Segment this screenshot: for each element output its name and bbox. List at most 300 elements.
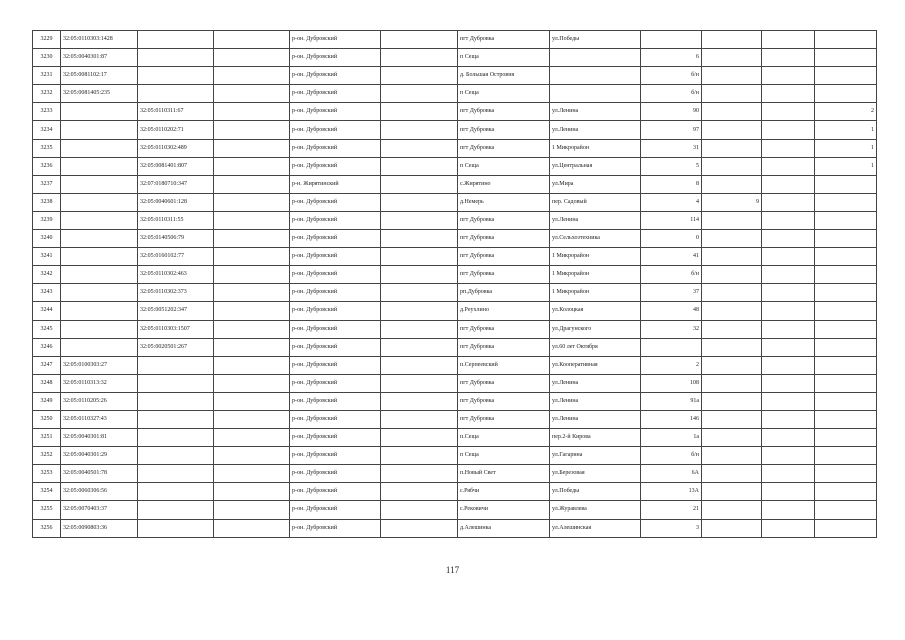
extra-cell-h — [762, 302, 815, 320]
cadastral-number-b: 32:05:0040601:128 — [138, 193, 214, 211]
empty-cell — [214, 49, 290, 67]
row-number: 3232 — [33, 85, 61, 103]
row-number: 3233 — [33, 103, 61, 121]
street-cell — [550, 67, 641, 85]
extra-cell-i — [815, 501, 877, 519]
extra-cell-i: 1 — [815, 139, 877, 157]
extra-cell-h — [762, 501, 815, 519]
extra-cell-h — [762, 410, 815, 428]
empty-cell — [381, 519, 458, 537]
house-cell: 41 — [641, 248, 702, 266]
empty-cell — [214, 85, 290, 103]
table-row — [33, 483, 877, 501]
extra-cell-h — [762, 49, 815, 67]
settlement-cell: пгт Дубровка — [458, 121, 550, 139]
settlement-cell: пгт Дубровка — [458, 374, 550, 392]
empty-cell — [381, 483, 458, 501]
empty-cell — [214, 356, 290, 374]
extra-cell-i — [815, 320, 877, 338]
settlement-cell: с.Рябчи — [458, 483, 550, 501]
district-cell: р-он. Дубровский — [290, 67, 381, 85]
empty-cell — [214, 193, 290, 211]
cadastral-number-a — [61, 157, 138, 175]
house-cell — [641, 338, 702, 356]
extra-cell-i — [815, 429, 877, 447]
registry-body — [33, 31, 877, 538]
cadastral-number-a — [61, 248, 138, 266]
empty-cell — [381, 302, 458, 320]
cadastral-number-a — [61, 193, 138, 211]
house-cell: 31 — [641, 139, 702, 157]
table-row — [33, 211, 877, 229]
district-cell: р-он. Дубровский — [290, 230, 381, 248]
cadastral-number-b: 32:05:0020501:267 — [138, 338, 214, 356]
table-row — [33, 175, 877, 193]
street-cell: 1 Микрорайон — [550, 284, 641, 302]
cadastral-number-a — [61, 338, 138, 356]
page-number: 117 — [445, 565, 460, 575]
row-number: 3247 — [33, 356, 61, 374]
table-row — [33, 374, 877, 392]
extra-cell-g — [702, 121, 762, 139]
settlement-cell: с.Жирятино — [458, 175, 550, 193]
extra-cell-g — [702, 410, 762, 428]
district-cell: р-он. Дубровский — [290, 193, 381, 211]
settlement-cell: пгт Дубровка — [458, 31, 550, 49]
extra-cell-g — [702, 320, 762, 338]
district-cell: р-он. Дубровский — [290, 356, 381, 374]
settlement-cell: п.Новый Свет — [458, 465, 550, 483]
extra-cell-i — [815, 465, 877, 483]
empty-cell — [214, 465, 290, 483]
street-cell: ул.Ленина — [550, 392, 641, 410]
table-row — [33, 465, 877, 483]
extra-cell-g — [702, 519, 762, 537]
empty-cell — [381, 465, 458, 483]
street-cell: пер. Садовый — [550, 193, 641, 211]
empty-cell — [214, 157, 290, 175]
empty-cell — [214, 302, 290, 320]
house-cell: 146 — [641, 410, 702, 428]
settlement-cell: д.Немерь — [458, 193, 550, 211]
house-cell: 4 — [641, 193, 702, 211]
row-number: 3255 — [33, 501, 61, 519]
extra-cell-h — [762, 266, 815, 284]
settlement-cell: д.Алешинка — [458, 519, 550, 537]
row-number: 3249 — [33, 392, 61, 410]
district-cell: р-он. Дубровский — [290, 483, 381, 501]
street-cell: ул.Ленина — [550, 410, 641, 428]
settlement-cell: пгт Дубровка — [458, 338, 550, 356]
settlement-cell: пгт Дубровка — [458, 248, 550, 266]
table-row — [33, 85, 877, 103]
extra-cell-i — [815, 483, 877, 501]
street-cell: ул.Мира — [550, 175, 641, 193]
house-cell: б/н — [641, 67, 702, 85]
extra-cell-i — [815, 284, 877, 302]
cadastral-number-b — [138, 392, 214, 410]
settlement-cell: д. Большая Островня — [458, 67, 550, 85]
empty-cell — [381, 67, 458, 85]
extra-cell-g — [702, 85, 762, 103]
extra-cell-g — [702, 338, 762, 356]
extra-cell-h — [762, 338, 815, 356]
settlement-cell: п Сеща — [458, 49, 550, 67]
cadastral-number-b: 32:05:0110302:373 — [138, 284, 214, 302]
extra-cell-i — [815, 230, 877, 248]
settlement-cell: с.Рековичи — [458, 501, 550, 519]
house-cell: б/н — [641, 85, 702, 103]
street-cell: 1 Микрорайон — [550, 266, 641, 284]
extra-cell-g — [702, 302, 762, 320]
settlement-cell: пгт Дубровка — [458, 139, 550, 157]
extra-cell-h — [762, 103, 815, 121]
extra-cell-i — [815, 356, 877, 374]
cadastral-number-a: 32:05:0110327:43 — [61, 410, 138, 428]
extra-cell-i — [815, 49, 877, 67]
extra-cell-i — [815, 392, 877, 410]
row-number: 3230 — [33, 49, 61, 67]
table-row — [33, 157, 877, 175]
district-cell: р-он. Дубровский — [290, 338, 381, 356]
cadastral-number-a: 32:05:0110205:26 — [61, 392, 138, 410]
empty-cell — [381, 429, 458, 447]
extra-cell-i — [815, 266, 877, 284]
table-row — [33, 248, 877, 266]
table-row — [33, 266, 877, 284]
extra-cell-h — [762, 157, 815, 175]
house-cell: 90 — [641, 103, 702, 121]
extra-cell-h — [762, 429, 815, 447]
empty-cell — [381, 320, 458, 338]
cadastral-number-b: 32:07:0180710:347 — [138, 175, 214, 193]
district-cell: р-он. Дубровский — [290, 31, 381, 49]
empty-cell — [214, 392, 290, 410]
extra-cell-i — [815, 374, 877, 392]
settlement-cell: пгт Дубровка — [458, 320, 550, 338]
extra-cell-h — [762, 139, 815, 157]
empty-cell — [381, 175, 458, 193]
cadastral-number-b — [138, 67, 214, 85]
cadastral-number-b — [138, 31, 214, 49]
street-cell: ул.Кооперативная — [550, 356, 641, 374]
district-cell: р-он. Дубровский — [290, 320, 381, 338]
cadastral-number-b — [138, 483, 214, 501]
table-row — [33, 230, 877, 248]
cadastral-number-b: 32:05:0051202:347 — [138, 302, 214, 320]
street-cell: ул.60 лет Октября — [550, 338, 641, 356]
extra-cell-h — [762, 85, 815, 103]
empty-cell — [214, 103, 290, 121]
district-cell: р-он. Дубровский — [290, 157, 381, 175]
cadastral-number-b: 32:05:0160102:77 — [138, 248, 214, 266]
cadastral-number-a: 32:05:0090803:36 — [61, 519, 138, 537]
empty-cell — [381, 392, 458, 410]
extra-cell-h — [762, 121, 815, 139]
row-number: 3250 — [33, 410, 61, 428]
house-cell: б/н — [641, 447, 702, 465]
extra-cell-g — [702, 447, 762, 465]
empty-cell — [381, 410, 458, 428]
extra-cell-h — [762, 465, 815, 483]
extra-cell-i — [815, 211, 877, 229]
empty-cell — [214, 31, 290, 49]
empty-cell — [214, 483, 290, 501]
cadastral-number-b: 32:05:0110302:489 — [138, 139, 214, 157]
row-number: 3235 — [33, 139, 61, 157]
house-cell: 3 — [641, 519, 702, 537]
empty-cell — [381, 85, 458, 103]
row-number: 3234 — [33, 121, 61, 139]
extra-cell-i — [815, 519, 877, 537]
row-number: 3252 — [33, 447, 61, 465]
house-cell: 37 — [641, 284, 702, 302]
district-cell: р-он. Дубровский — [290, 465, 381, 483]
empty-cell — [214, 175, 290, 193]
district-cell: р-он. Дубровский — [290, 139, 381, 157]
settlement-cell: пгт Дубровка — [458, 211, 550, 229]
district-cell: р-он. Дубровский — [290, 211, 381, 229]
settlement-cell: д.Peyхлино — [458, 302, 550, 320]
extra-cell-g — [702, 465, 762, 483]
cadastral-number-b — [138, 374, 214, 392]
house-cell: 0 — [641, 230, 702, 248]
row-number: 3245 — [33, 320, 61, 338]
empty-cell — [381, 248, 458, 266]
district-cell: р-он. Дубровский — [290, 49, 381, 67]
table-row — [33, 49, 877, 67]
cadastral-number-a: 32:05:0081102:17 — [61, 67, 138, 85]
empty-cell — [214, 248, 290, 266]
table-row — [33, 67, 877, 85]
empty-cell — [214, 284, 290, 302]
extra-cell-g — [702, 266, 762, 284]
extra-cell-h — [762, 320, 815, 338]
extra-cell-h — [762, 356, 815, 374]
cadastral-number-b — [138, 410, 214, 428]
settlement-cell: п.Сеща — [458, 429, 550, 447]
extra-cell-h — [762, 284, 815, 302]
empty-cell — [381, 193, 458, 211]
settlement-cell: п Сеща — [458, 157, 550, 175]
cadastral-number-a: 32:05:0110313:32 — [61, 374, 138, 392]
cadastral-number-a — [61, 121, 138, 139]
empty-cell — [214, 501, 290, 519]
street-cell: ул.Гагарина — [550, 447, 641, 465]
cadastral-number-a — [61, 230, 138, 248]
district-cell: р-он. Дубровский — [290, 121, 381, 139]
table-row — [33, 392, 877, 410]
street-cell: ул.Ленина — [550, 103, 641, 121]
house-cell: 6 — [641, 49, 702, 67]
empty-cell — [214, 410, 290, 428]
street-cell: ул.Журавлева — [550, 501, 641, 519]
row-number: 3229 — [33, 31, 61, 49]
extra-cell-h — [762, 67, 815, 85]
table-row — [33, 447, 877, 465]
table-row — [33, 356, 877, 374]
empty-cell — [214, 338, 290, 356]
cadastral-number-b — [138, 429, 214, 447]
row-number: 3243 — [33, 284, 61, 302]
extra-cell-g — [702, 356, 762, 374]
table-row — [33, 410, 877, 428]
extra-cell-i: 1 — [815, 121, 877, 139]
empty-cell — [214, 139, 290, 157]
district-cell: р-он. Дубровский — [290, 392, 381, 410]
extra-cell-h — [762, 483, 815, 501]
row-number: 3240 — [33, 230, 61, 248]
row-number: 3238 — [33, 193, 61, 211]
extra-cell-h — [762, 230, 815, 248]
district-cell: р-он. Дубровский — [290, 284, 381, 302]
cadastral-number-b — [138, 501, 214, 519]
extra-cell-h — [762, 374, 815, 392]
row-number: 3237 — [33, 175, 61, 193]
district-cell: р-он. Дубровский — [290, 85, 381, 103]
empty-cell — [381, 139, 458, 157]
extra-cell-h — [762, 211, 815, 229]
extra-cell-i — [815, 85, 877, 103]
house-cell — [641, 31, 702, 49]
extra-cell-g — [702, 284, 762, 302]
cadastral-number-b: 32:05:0110303:1507 — [138, 320, 214, 338]
cadastral-number-a — [61, 211, 138, 229]
house-cell: 1а — [641, 429, 702, 447]
row-number: 3246 — [33, 338, 61, 356]
cadastral-number-a — [61, 103, 138, 121]
cadastral-number-a: 32:05:0040301:81 — [61, 429, 138, 447]
empty-cell — [381, 211, 458, 229]
settlement-cell: пгт Дубровка — [458, 392, 550, 410]
street-cell: ул.Алешинская — [550, 519, 641, 537]
table-row — [33, 284, 877, 302]
street-cell: ул.Драгунского — [550, 320, 641, 338]
street-cell: пер.2-й Кирова — [550, 429, 641, 447]
empty-cell — [381, 103, 458, 121]
extra-cell-i — [815, 410, 877, 428]
settlement-cell: п Сеща — [458, 447, 550, 465]
street-cell — [550, 49, 641, 67]
extra-cell-g — [702, 67, 762, 85]
table-row — [33, 139, 877, 157]
cadastral-number-a — [61, 175, 138, 193]
table-row — [33, 31, 877, 49]
table-row — [33, 429, 877, 447]
street-cell: ул.Центральная — [550, 157, 641, 175]
empty-cell — [381, 374, 458, 392]
empty-cell — [381, 31, 458, 49]
settlement-cell: пгт Дубровка — [458, 103, 550, 121]
street-cell: ул.Ленина — [550, 121, 641, 139]
extra-cell-h — [762, 31, 815, 49]
district-cell: р-он. Дубровский — [290, 374, 381, 392]
cadastral-number-b: 32:05:0110311:67 — [138, 103, 214, 121]
street-cell: ул.Березовая — [550, 465, 641, 483]
cadastral-number-a — [61, 139, 138, 157]
extra-cell-g — [702, 31, 762, 49]
empty-cell — [214, 374, 290, 392]
cadastral-number-b: 32:05:0140506:79 — [138, 230, 214, 248]
house-cell: 48 — [641, 302, 702, 320]
district-cell: р-он. Дубровский — [290, 248, 381, 266]
extra-cell-g — [702, 248, 762, 266]
empty-cell — [381, 356, 458, 374]
street-cell: ул.Ленина — [550, 211, 641, 229]
table-row — [33, 320, 877, 338]
cadastral-number-b: 32:05:0110302:463 — [138, 266, 214, 284]
extra-cell-g — [702, 429, 762, 447]
cadastral-number-a — [61, 320, 138, 338]
cadastral-number-a: 32:05:0081405:235 — [61, 85, 138, 103]
cadastral-number-a: 32:05:0070403:37 — [61, 501, 138, 519]
settlement-cell: пгт Дубровка — [458, 266, 550, 284]
extra-cell-g — [702, 157, 762, 175]
extra-cell-i — [815, 302, 877, 320]
row-number: 3253 — [33, 465, 61, 483]
house-cell: 6А — [641, 465, 702, 483]
empty-cell — [381, 49, 458, 67]
street-cell: ул.Победы — [550, 483, 641, 501]
registry-table — [32, 30, 877, 538]
extra-cell-g — [702, 139, 762, 157]
cadastral-number-b — [138, 519, 214, 537]
empty-cell — [381, 266, 458, 284]
row-number: 3231 — [33, 67, 61, 85]
extra-cell-g — [702, 49, 762, 67]
extra-cell-h — [762, 193, 815, 211]
empty-cell — [381, 447, 458, 465]
house-cell: 5 — [641, 157, 702, 175]
empty-cell — [381, 501, 458, 519]
district-cell: р-он. Дубровский — [290, 302, 381, 320]
extra-cell-i — [815, 175, 877, 193]
extra-cell-g — [702, 103, 762, 121]
house-cell: 108 — [641, 374, 702, 392]
extra-cell-g — [702, 175, 762, 193]
table-row — [33, 338, 877, 356]
row-number: 3256 — [33, 519, 61, 537]
street-cell: 1 Микрорайон — [550, 248, 641, 266]
district-cell: р-н. Жирятинский — [290, 175, 381, 193]
cadastral-number-a: 32:05:0040301:87 — [61, 49, 138, 67]
district-cell: р-он. Дубровский — [290, 447, 381, 465]
empty-cell — [381, 338, 458, 356]
settlement-cell: п Сеща — [458, 85, 550, 103]
row-number: 3239 — [33, 211, 61, 229]
extra-cell-h — [762, 175, 815, 193]
table-row — [33, 103, 877, 121]
street-cell: 1 Микрорайон — [550, 139, 641, 157]
row-number: 3244 — [33, 302, 61, 320]
house-cell: 32 — [641, 320, 702, 338]
extra-cell-g — [702, 392, 762, 410]
extra-cell-h — [762, 392, 815, 410]
street-cell: ул.Колоцкая — [550, 302, 641, 320]
extra-cell-h — [762, 248, 815, 266]
house-cell: 13А — [641, 483, 702, 501]
empty-cell — [214, 447, 290, 465]
extra-cell-i — [815, 193, 877, 211]
cadastral-number-b — [138, 49, 214, 67]
empty-cell — [214, 230, 290, 248]
empty-cell — [214, 519, 290, 537]
row-number: 3248 — [33, 374, 61, 392]
row-number: 3254 — [33, 483, 61, 501]
row-number: 3241 — [33, 248, 61, 266]
empty-cell — [214, 266, 290, 284]
house-cell: 97 — [641, 121, 702, 139]
